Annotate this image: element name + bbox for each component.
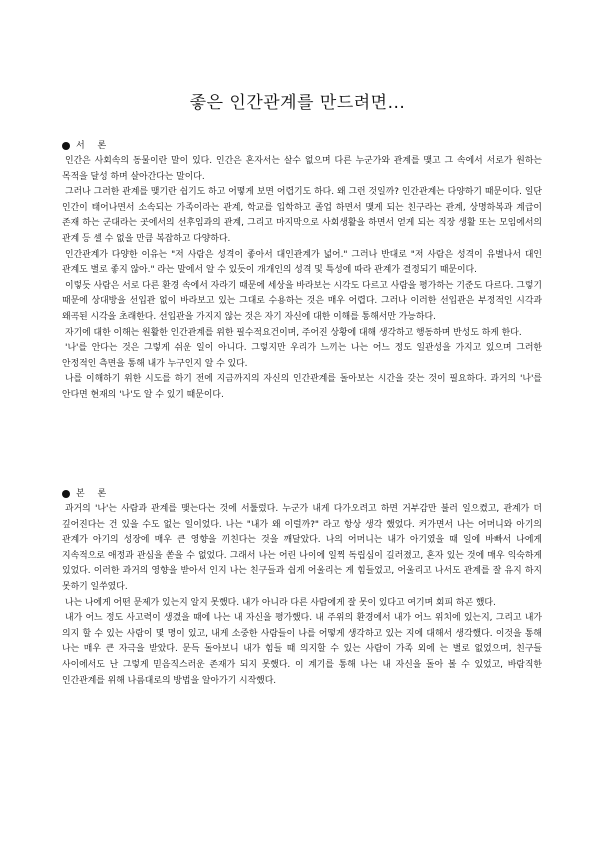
intro-paragraph-7: 나를 이해하기 위한 시도를 하기 전에 지금까지의 자신의 인간관계를 돌아보는 시간을 갖는 것이 필요하다. 과거의 '나'를 안다면 현재의 '나'도 알 수 있기 때문이다. bbox=[62, 374, 542, 400]
section-intro-heading bbox=[62, 139, 542, 153]
body-paragraph-2: 나는 나에게 어떤 문제가 있는지 알지 못했다. 내가 아니라 다른 사람에게 잘 못이 있다고 여기며 회피 하곤 했다. bbox=[65, 597, 496, 608]
body-paragraph-1: 과거의 '나'는 사람과 관계를 맺는다는 것에 서툴렀다. 누군가 내게 다가오려고 하면 거부감만 불러 일으켰고, 관계가 더 깊어진다는 건 있을 수도 없는 일이었다. 나는 "내가 왜 이럴까?" 라고 항상 생각 했었다. 커가면서 나는 어머니와 아기의 관계가 아기의 성장에 매우 큰 영향을 끼친다는 것을 깨달았다. 나의 어머니는 내가 아기였을 때 일에 바빠서 나에게 지속적으로 애정과 관심을 쏟을 수 없었다. 그래서 나는 어린 나이에 일찍 독립심이 길러졌고, 혼자 있는 것에 매우 익숙하게 있었다. 이러한 과거의 영향을 받아서 인지 나는 친구들과 쉽게 어울리는 게 힘들었고, 어울리고 나서도 관계를 잘 유지 하지 못하기 일쑤였다. bbox=[62, 504, 542, 592]
intro-paragraph-2: 그러나 그러한 관계를 맺기란 쉽기도 하고 어떻게 보면 어렵기도 하다. 왜 그런 것일까? 인간관계는 다양하기 때문이다. 일단 인간이 태어나면서 소속되는 가족이라는 관계, 학교를 입학하고 졸업 하면서 맺게 되는 친구라는 관계, 상명하복과 계급이 존재 하는 군대라는 곳에서의 선후임과의 관계, 그리고 마지막으로 사회생활을 하면서 얻게 되는 직장 생활 또는 모임에서의 관계 등 셀 수 없을 만큼 복잡하고 다양하다. bbox=[62, 187, 542, 244]
intro-paragraph-3: 인간관계가 다양한 이유는 "저 사람은 성격이 좋아서 대인관계가 넓어." 그러나 반대로 "저 사람은 성격이 유별나서 대인 관계도 별로 좋지 않아." 라는 말에서 알 수 있듯이 개개인의 성격 및 특성에 따라 관계가 결정되기 때문이다. bbox=[62, 249, 542, 276]
bullet-circle-icon bbox=[62, 142, 70, 150]
section-intro-label: 서 론 bbox=[76, 141, 112, 151]
document-title: 좋은 인간관계를 만드려면... bbox=[189, 93, 406, 113]
section-intro bbox=[62, 139, 542, 404]
intro-paragraph-1: 인간은 사회속의 동물이란 말이 있다. 인간은 혼자서는 살수 없으며 다른 누군가와 관계를 맺고 그 속에서 서로가 원하는 목적을 달성 하며 살아간다는 말이다. bbox=[62, 156, 542, 182]
section-body-label: 본 론 bbox=[76, 489, 112, 499]
intro-paragraph-6: '나'를 안다는 것은 그렇게 쉬운 일이 아니다. 그렇지만 우리가 느끼는 나는 어느 정도 일관성을 가지고 있으며 그러한 안정적인 측면을 통해 내가 누구인지 알 수 있다. bbox=[62, 343, 542, 369]
bullet-circle-icon bbox=[62, 490, 70, 498]
body-paragraph-3: 내가 어느 정도 사고력이 생겼을 때에 나는 내 자신을 평가했다. 내 주위의 환경에서 내가 어느 위치에 있는지, 그리고 내가 의지 할 수 있는 사람이 몇 명이 있고, 내게 소중한 사람들이 나를 어떻게 생각하고 있는 지에 대해서 생각했다. 이것을 통해 나는 매우 큰 자극을 받았다. 문득 돌아보니 내가 힘들 때 의지할 수 있는 사람이 가족 외에 는 별로 없었으며, 친구들 사이에서도 난 그렇게 믿음직스러운 존재가 되지 못했다. 이 계기를 통해 나는 내 자신을 돌아 볼 수 있었고, 바람직한 인간관계를 위해 나름대로의 방법을 알아가기 시작했다. bbox=[62, 613, 542, 686]
section-body-heading bbox=[62, 487, 542, 501]
intro-paragraph-4: 이렇듯 사람은 서로 다른 환경 속에서 자라기 때문에 세상을 바라보는 시각도 다르고 사람을 평가하는 기준도 다르다. 그렇기 때문에 상대방을 선입관 없이 바라보고 있는 그대로 수용하는 것은 매우 어렵다. 그러나 이러한 선입관은 부정적인 시각과 왜곡된 시각을 초래한다. 선입관을 가지지 않는 것은 자기 자신에 대한 이해를 통해서만 가능하다. bbox=[62, 280, 542, 322]
intro-paragraph-5: 자기에 대한 이해는 원활한 인간관계를 위한 필수적요건이며, 주어진 상황에 대해 생각하고 행동하며 반성도 하게 한다. bbox=[65, 327, 522, 338]
section-body bbox=[62, 487, 542, 689]
